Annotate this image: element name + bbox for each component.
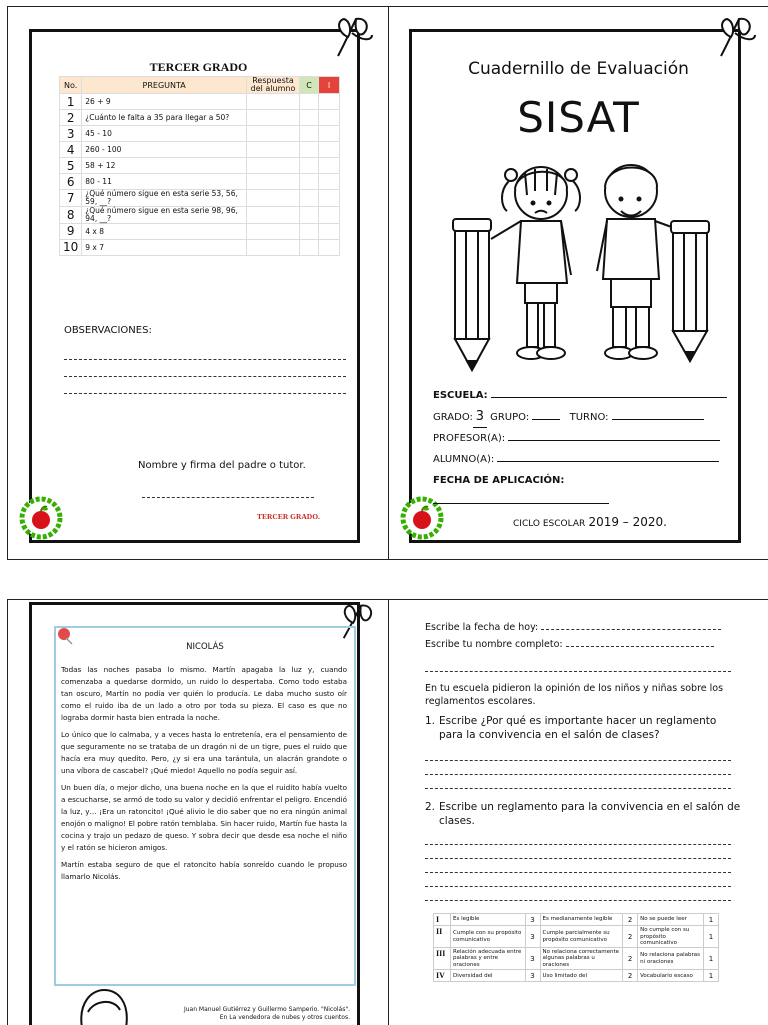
col-respuesta: Respuesta del alumno [247,77,300,94]
page-cover [388,6,768,560]
question-row [60,126,340,142]
question-text: 9 x 7 [82,239,247,255]
story-text [61,664,347,883]
footer-label: TERCER GRADO. [257,512,320,521]
incorrect-cell[interactable] [319,94,340,110]
alumno-label: ALUMNO(A): [433,454,495,465]
question-text: Escribe ¿Por qué es importante hacer un reglamento para la convivencia en el salón de clases? [439,715,717,741]
rubric-criterion: Es medianamente legible [540,914,623,926]
rubric-score: 3 [525,926,540,948]
rubric-row [434,948,719,970]
nombre-field[interactable] [566,646,714,647]
fecha-label: FECHA DE APLICACIÓN: [433,475,565,486]
question-1 [425,714,743,742]
question-number: 5 [60,158,82,174]
question-row [60,190,340,207]
observaciones-label: OBSERVACIONES: [64,325,152,336]
question-text: Escribe un reglamento para la convivencia en el salón de clases. [439,801,741,827]
turno-field[interactable] [612,419,704,420]
correct-cell[interactable] [300,110,319,126]
grupo-field[interactable] [532,419,560,420]
answer-cell[interactable] [247,142,300,158]
grado-label: GRADO: [433,412,473,423]
turno-label: TURNO: [569,412,609,423]
rubric-criterion: Relación adecuada entre palabras y entre oraciones [451,948,526,970]
rubric-criterion: Vocabulario escaso [638,970,704,982]
correct-cell[interactable] [300,239,319,255]
story-paragraph: Un buen día, o mejor dicho, una buena noche en la que el ruidito había vuelto a escucharse, se armó de todo su valor y decidió enfrentar el peligro. Encendió la luz, y… ¡Era un ratoncito! ¡Qué alivio le dio saber que no era ningún animal enojón o maligno! El pobre ratón temblaba. Sin hacer ruido, Martín fue hasta la cocina y trajo un pedazo de queso. Y sobra decir que desde esa noche el niño y el ratón se hicieron amigos. [61,783,348,852]
answer-cell[interactable] [247,239,300,255]
question-row [60,174,340,190]
story-title: NICOLÁS [186,642,224,652]
question-row [60,142,340,158]
obs-line-3 [64,393,346,394]
firma-label: Nombre y firma del padre o tutor. [138,460,306,471]
page-tercer-grado [7,6,390,560]
question-number: 4 [60,142,82,158]
girl-face-illustration [74,988,134,1025]
nombre-row [425,639,745,650]
rubric-score: 2 [623,914,638,926]
correct-cell[interactable] [300,223,319,239]
rubric-score: 3 [525,948,540,970]
grupo-label: GRUPO: [490,412,530,423]
rubric-roman: I [434,914,451,926]
question-text: 45 - 10 [82,126,247,142]
alumno-field[interactable] [497,461,719,462]
question-number: 10 [60,239,82,255]
fecha-hoy-field[interactable] [541,629,721,630]
question-text: 80 - 11 [82,174,247,190]
rubric-criterion: Uso limitado del [540,970,623,982]
nombre-label: Escribe tu nombre completo: [425,639,563,650]
answer-cell[interactable] [247,223,300,239]
rubric-criterion: No relaciona palabras ni oraciones [638,948,704,970]
story-paragraph: Martín estaba seguro de que el ratoncito había sonreído cuando le propuso llamarlo Nicolás. [61,860,347,881]
rubric-criterion: No relaciona correctamente algunas palabras u oraciones [540,948,623,970]
question-number: 7 [60,190,82,207]
correct-cell[interactable] [300,174,319,190]
firma-line [142,497,314,498]
question-text: 26 + 9 [82,94,247,110]
apple-badge-icon [18,495,64,541]
story-credit [138,1006,350,1022]
escuela-row [433,385,733,406]
rubric-criterion: Es legible [451,914,526,926]
question-row [60,94,340,110]
rubric-criterion: No cumple con su propósito comunicativo [638,926,704,948]
question-number: 8 [60,206,82,223]
incorrect-cell[interactable] [319,174,340,190]
question-number: 6 [60,174,82,190]
question-row [60,239,340,255]
fecha-hoy-row [425,622,745,633]
question-row [60,223,340,239]
rubric-score: 1 [704,914,719,926]
rubric-criterion: Cumple con su propósito comunicativo [451,926,526,948]
question-2 [425,800,743,828]
rubric-score: 3 [525,914,540,926]
rubric-roman: II [434,926,451,948]
question-text: ¿Qué número sigue en esta serie 53, 56, 59, __? [82,190,247,207]
col-no: No. [60,77,82,94]
question-number: 1 [60,94,82,110]
col-i: I [319,77,340,94]
rubric-criterion: Cumple parcialmente su propósito comunicativo [540,926,623,948]
credit-line: En La vendedora de nubes y otros cuentos. [219,1014,350,1021]
page-title: TERCER GRADO [149,60,248,74]
profesor-row [433,428,733,449]
ciclo-years: 2019 – 2020. [588,515,667,529]
question-number: 9 [60,223,82,239]
answer-line[interactable] [425,886,731,887]
answer-cell[interactable] [247,190,300,207]
incorrect-cell[interactable] [319,206,340,223]
question-text: 260 - 100 [82,142,247,158]
profesor-label: PROFESOR(A): [433,433,506,444]
correct-cell[interactable] [300,190,319,207]
ciclo-row [433,512,733,535]
incorrect-cell[interactable] [319,223,340,239]
incorrect-cell[interactable] [319,239,340,255]
fecha-field[interactable] [433,503,609,504]
correct-cell[interactable] [300,126,319,142]
question-text: 4 x 8 [82,223,247,239]
col-pregunta: PREGUNTA [82,77,247,94]
rubric-roman: III [434,948,451,970]
ciclo-label: CICLO ESCOLAR [513,519,586,529]
leaf-ornament-icon [328,11,378,61]
rubric-score: 2 [623,948,638,970]
cover-big-title: SISAT [517,93,640,142]
nombre-extra-line [425,671,731,672]
story-paragraph: Lo único que lo calmaba, y a veces hasta lo entretenía, era el pensamiento de que seguramente no se trataba de un dragón ni de un tigre, pues el ruido que hacía era muy quedito. Pero, ¿y si era una tarántula, un alacrán grandote o una víbora de cascabel? ¡Qué miedo! Aquello no podía seguir así. [61,730,347,775]
question-text: 58 + 12 [82,158,247,174]
rubric-score: 2 [623,970,638,982]
answer-line[interactable] [425,858,731,859]
answer-line[interactable] [425,900,731,901]
incorrect-cell[interactable] [319,190,340,207]
escuela-label: ESCUELA: [433,390,488,401]
obs-line-1 [64,359,346,360]
incorrect-cell[interactable] [319,158,340,174]
answer-cell[interactable] [247,94,300,110]
incorrect-cell[interactable] [319,126,340,142]
escuela-field[interactable] [491,397,727,398]
answer-line[interactable] [425,788,731,789]
rubric-row [434,926,719,948]
questions-table [59,76,340,256]
question-text: ¿Cuánto le falta a 35 para llegar a 50? [82,110,247,126]
answer-cell[interactable] [247,126,300,142]
rubric-criterion: No se puede leer [638,914,704,926]
answer-cell[interactable] [247,158,300,174]
story-paragraph: Todas las noches pasaba lo mismo. Martín apagaba la luz y, cuando comenzaba a quedarse dormido, un ruido lo despertaba. Como todo estaba tan oscuro, Martín no podía ver quién lo producía. Le daba mucho susto oír como el ruido iba de un lado a otro por toda su pieza. El caso es que no lograba dormir hasta bien entrada la noche. [61,665,347,722]
answer-line[interactable] [425,844,731,845]
profesor-field[interactable] [508,440,720,441]
answer-line[interactable] [425,774,731,775]
fecha-hoy-label: Escribe la fecha de hoy: [425,622,539,633]
question-row [60,206,340,223]
rubric-row [434,914,719,926]
intro-text: En tu escuela pidieron la opinión de los niños y niñas sobre los reglamentos escolares. [425,683,724,707]
question-number: 2. [425,801,436,813]
credit-line: Juan Manuel Gutiérrez y Guillermo Samperio. "Nicolás". [183,1006,350,1013]
rubric-score: 1 [704,948,719,970]
rubric-table [433,913,719,982]
leaf-ornament-icon [711,11,761,61]
answer-cell[interactable] [247,206,300,223]
answer-cell[interactable] [247,174,300,190]
correct-cell[interactable] [300,94,319,110]
col-c: C [300,77,319,94]
correct-cell[interactable] [300,142,319,158]
grado-row [433,406,733,428]
answer-line[interactable] [425,872,731,873]
question-number: 3 [60,126,82,142]
rubric-score: 1 [704,926,719,948]
kids-with-pencils-illustration [441,155,721,377]
rubric-roman: IV [434,970,451,982]
rubric-score: 1 [704,970,719,982]
correct-cell[interactable] [300,158,319,174]
question-number: 2 [60,110,82,126]
grado-field[interactable]: 3 [473,406,487,428]
answer-cell[interactable] [247,110,300,126]
incorrect-cell[interactable] [319,110,340,126]
question-number: 1. [425,715,436,727]
obs-line-2 [64,376,346,377]
alumno-row [433,449,733,470]
rubric-score: 3 [525,970,540,982]
rubric-score: 2 [623,926,638,948]
rubric-criterion: Diversidad del [451,970,526,982]
question-row [60,110,340,126]
fecha-row [433,470,733,512]
page-writing [388,599,768,1025]
rubric-row [434,970,719,982]
incorrect-cell[interactable] [319,142,340,158]
cover-title: Cuadernillo de Evaluación [468,59,689,79]
question-text: ¿Qué número sigue en esta serie 98, 96, 94, __? [82,206,247,223]
question-row [60,158,340,174]
answer-line[interactable] [425,760,731,761]
correct-cell[interactable] [300,206,319,223]
page-reading [7,599,390,1025]
